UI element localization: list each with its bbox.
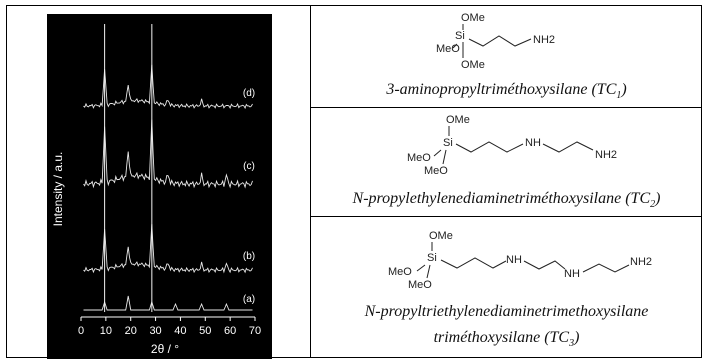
x-tick-label: 10 <box>99 325 112 337</box>
atom-label: Si <box>455 30 465 42</box>
x-tick-label: 0 <box>77 325 85 337</box>
curve-label-d: (d) <box>242 88 256 99</box>
series-line-d <box>84 65 256 108</box>
xrd-chart <box>47 14 272 359</box>
curve-label-c: (c) <box>243 161 255 172</box>
atom-label: OMe <box>446 114 470 126</box>
atom-label: NH2 <box>533 34 556 46</box>
atom-label: MeO <box>388 266 412 278</box>
tc3-structure <box>311 217 702 289</box>
atom-label: NH <box>525 137 541 149</box>
atom-label: OMe <box>429 230 453 242</box>
x-tick-label: 50 <box>199 325 212 337</box>
x-tick-label: 60 <box>224 325 237 337</box>
atom-label: Si <box>443 137 453 149</box>
series-line-c <box>84 120 253 187</box>
compound-caption-tc1: 3-aminopropyltriméthoxysilane $(TC_1)$ <box>386 81 627 102</box>
x-ticks <box>78 317 261 337</box>
series-line-a <box>84 294 256 310</box>
x-axis-label: 2θ / ° <box>150 342 180 356</box>
xrd-curves <box>84 24 256 312</box>
x-tick-label: 30 <box>149 325 162 337</box>
atom-label: NH2 <box>630 256 653 268</box>
compound-cell-tc3 <box>311 217 702 357</box>
figure-table <box>6 5 702 358</box>
compound-cell-tc1 <box>311 6 702 107</box>
compound-caption-tc3-line1: N-propyltriethylenediaminetrimethoxysilane <box>364 303 649 320</box>
atom-label: MeO <box>436 43 460 55</box>
atom-label: MeO <box>424 165 448 177</box>
tc2-structure <box>311 108 702 180</box>
compound-caption-tc2: N-propylethylenediaminetriméthoxysilane $(TC_2)$ <box>352 190 661 211</box>
atom-label: Si <box>427 252 437 264</box>
curve-label-a: (a) <box>242 294 256 305</box>
y-axis-label: Intensity / a.u. <box>51 151 65 227</box>
series-line-b <box>84 224 256 272</box>
curve-label-b: (b) <box>242 251 256 262</box>
compound-caption-tc3-line2: triméthoxysilane $(TC_3)$ <box>433 329 580 350</box>
atom-label: NH2 <box>595 149 618 161</box>
tc1-structure <box>311 6 702 76</box>
compound-cell-tc2 <box>311 108 702 216</box>
x-tick-label: 70 <box>248 325 262 337</box>
x-tick-label: 20 <box>124 325 137 337</box>
atom-label: NH <box>506 254 522 266</box>
x-tick-label: 40 <box>174 325 187 337</box>
atom-label: OMe <box>461 59 485 71</box>
atom-label: MeO <box>407 152 431 164</box>
atom-label: OMe <box>461 12 485 24</box>
atom-label: MeO <box>408 279 432 289</box>
atom-label: NH <box>564 268 580 280</box>
